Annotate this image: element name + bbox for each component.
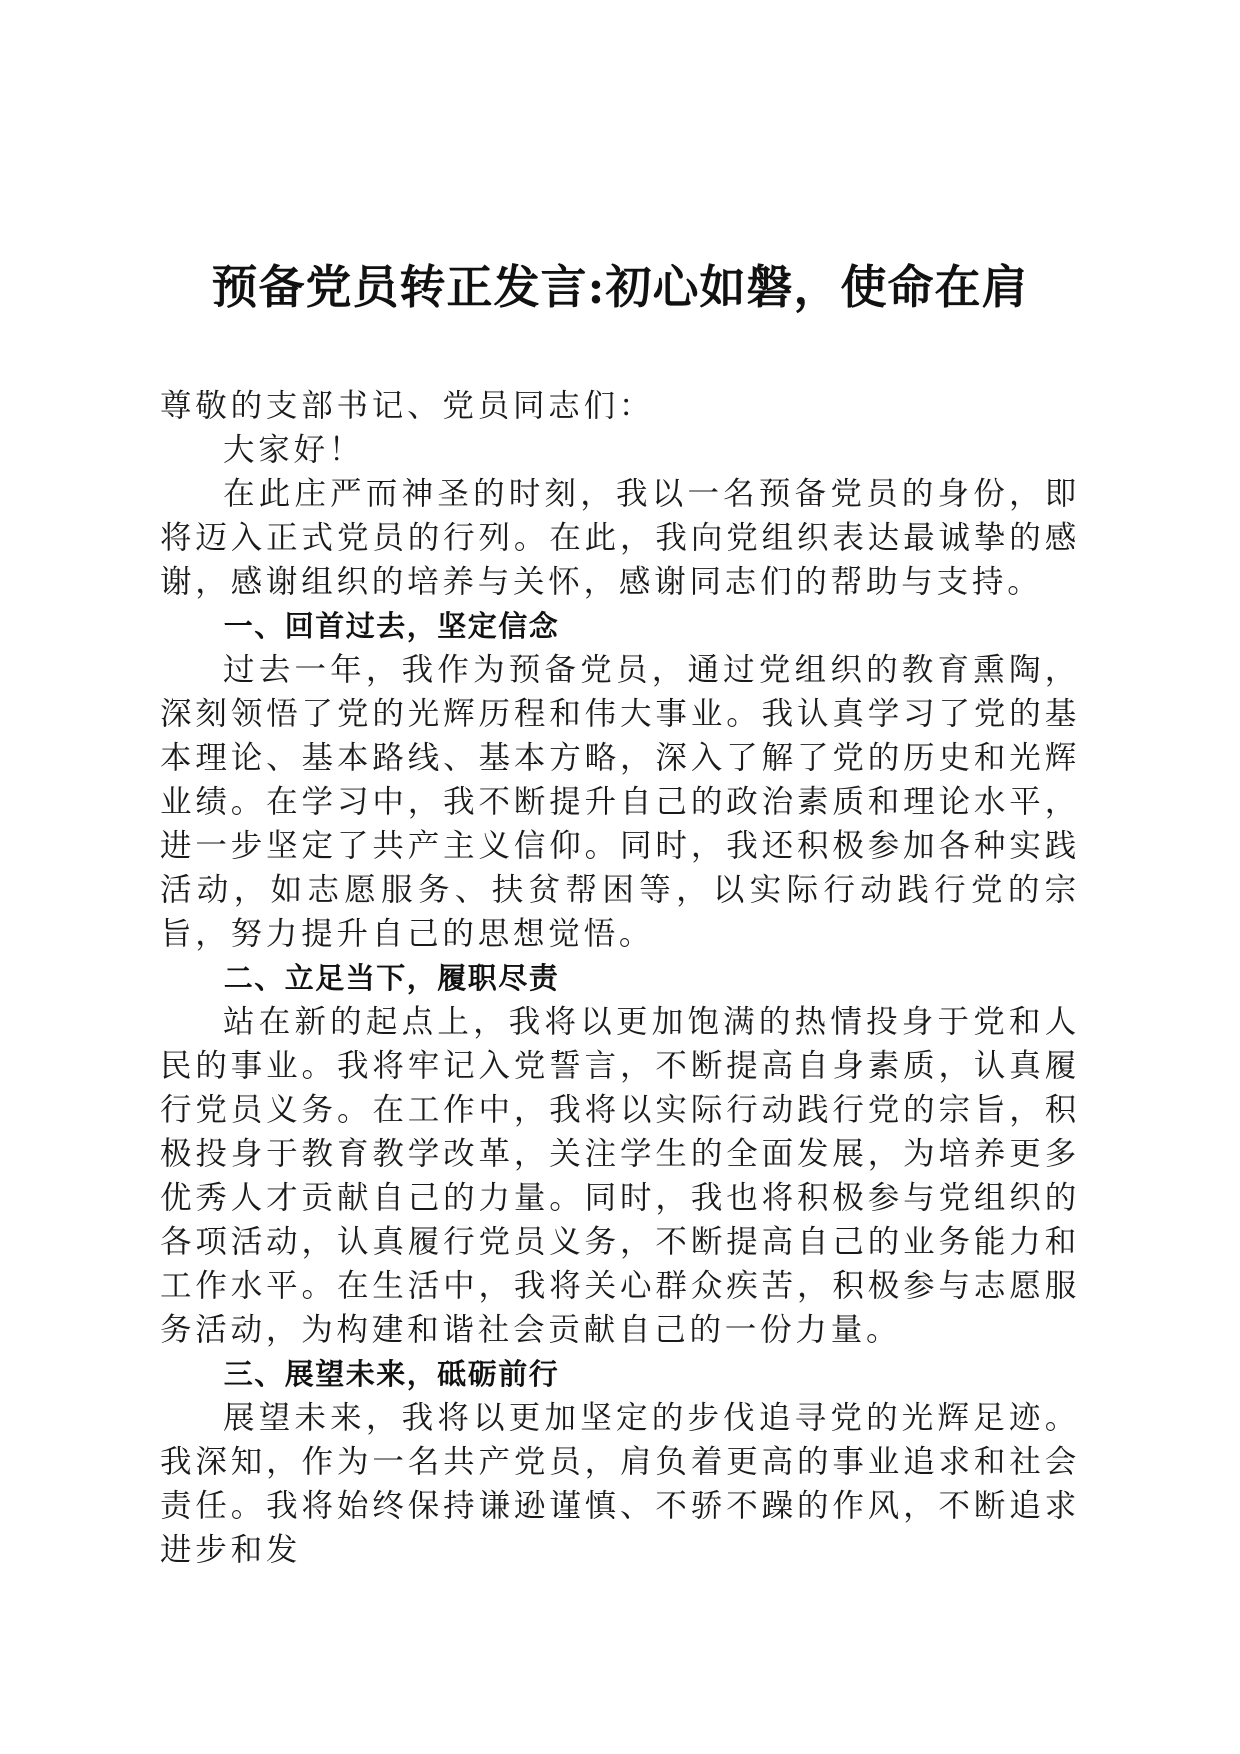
section-heading-1: 一、回首过去，坚定信念 <box>223 609 560 643</box>
intro-paragraph: 在此庄严而神圣的时刻，我以一名预备党员的身份，即将迈入正式党员的行列。在此，我向党组织表达最诚挚的感谢，感谢组织的培养与关怀，感谢同志们的帮助与支持。 <box>160 476 1080 600</box>
document-body <box>160 384 1080 1572</box>
salutation: 尊敬的支部书记、党员同志们： <box>160 388 655 424</box>
section-paragraph-2: 站在新的起点上，我将以更加饱满的热情投身于党和人民的事业。我将牢记入党誓言，不断提高自身素质，认真履行党员义务。在工作中，我将以实际行动践行党的宗旨，积极投身于教育教学改革，关注学生的全面发展，为培养更多优秀人才贡献自己的力量。同时，我也将积极参与党组织的各项活动，认真履行党员义务，不断提高自己的业务能力和工作水平。在生活中，我将关心群众疾苦，积极参与志愿服务活动，为构建和谐社会贡献自己的一份力量。 <box>160 1004 1080 1348</box>
section-paragraph-3: 展望未来，我将以更加坚定的步伐追寻党的光辉足迹。我深知，作为一名共产党员，肩负着更高的事业追求和社会责任。我将始终保持谦逊谨慎、不骄不躁的作风，不断追求进步和发 <box>160 1400 1080 1568</box>
greeting: 大家好！ <box>223 432 365 468</box>
section-heading-2: 二、立足当下，履职尽责 <box>223 961 560 995</box>
document-title: 预备党员转正发言:初心如磐，使命在肩 <box>211 260 1029 314</box>
section-paragraph-1: 过去一年，我作为预备党员，通过党组织的教育熏陶，深刻领悟了党的光辉历程和伟大事业。我认真学习了党的基本理论、基本路线、基本方略，深入了解了党的历史和光辉业绩。在学习中，我不断提升自己的政治素质和理论水平，进一步坚定了共产主义信仰。同时，我还积极参加各种实践活动，如志愿服务、扶贫帮困等，以实际行动践行党的宗旨，努力提升自己的思想觉悟。 <box>160 652 1080 952</box>
section-heading-3: 三、展望未来，砥砺前行 <box>223 1357 560 1391</box>
